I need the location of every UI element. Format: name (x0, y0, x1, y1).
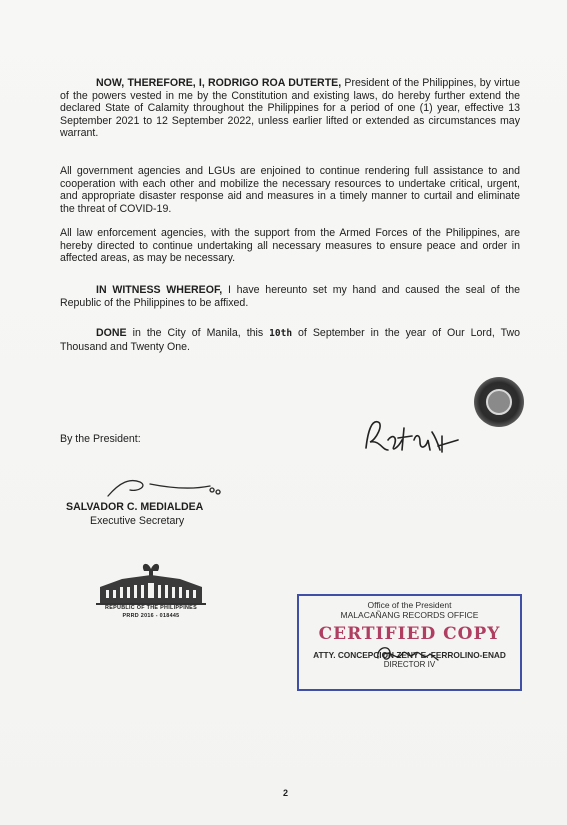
stamp-director: DIRECTOR IV (383, 660, 436, 669)
proclamation-body: President of the Philippines, by virtue of the powers vested in me by the Constitution and existing laws, do hereby further extend the declared State of Calamity throughout the Philippines for a period of one (1) year, effective 13 September 2021 to 12 September 2022, unless earlier lifted or extended as circumstances may warrant. (60, 77, 520, 140)
secretary-name: SALVADOR C. MEDIALDEA (66, 501, 204, 513)
logo-caption-code: PRRD 2016 - 018445 (122, 613, 180, 619)
done-lead: DONE (96, 327, 127, 339)
paragraph-proclamation (60, 77, 520, 140)
stamp-records-office: MALACAÑANG RECORDS OFFICE (340, 610, 479, 620)
stamp-attorney: ATTY. CONCEPCION ZENY E. FERROLINO-ENAD (313, 650, 506, 660)
president-signature (358, 410, 468, 460)
stamp-office: Office of the President (367, 600, 452, 610)
done-date: 10th (269, 328, 293, 339)
paragraph-witness (60, 284, 520, 309)
logo-caption-republic: REPUBLIC OF THE PHILIPPINES (105, 605, 197, 611)
secretary-signature (100, 470, 230, 504)
done-body-1: in the City of Manila, this (126, 327, 270, 339)
witness-body: I have hereunto set my hand and caused the seal of the Republic of the Philippines to be affixed. (60, 284, 521, 309)
page-number: 2 (283, 788, 289, 798)
paragraph-law-enforcement: All law enforcement agencies, with the support from the Armed Forces of the Philippines, are hereby directed to continue undertaking all necessary measures to ensure peace and order in affected areas, as may be necessary. (60, 227, 520, 265)
attorney-signature (372, 640, 442, 668)
done-body-2: of September in the year of Our Lord, Two Thousand and Twenty One. (60, 327, 520, 353)
secretary-title: Executive Secretary (90, 515, 185, 527)
paragraph-done (60, 327, 520, 353)
paragraph-agencies: All government agencies and LGUs are enjoined to continue rendering full assistance to and cooperation with each other and mobilize the necessary resources to undertake critical, urgent, and appropriate disaster response aid and measures in a timely manner to curtail and eliminate the threat of COVID-19. (60, 165, 520, 215)
by-the-president: By the President: (60, 433, 141, 445)
presidential-seal (474, 377, 524, 427)
stamp-certified-copy: CERTIFIED COPY (318, 624, 501, 644)
proclamation-lead: NOW, THEREFORE, I, RODRIGO ROA DUTERTE, (96, 77, 342, 89)
logo-caption (86, 604, 216, 620)
witness-lead: IN WITNESS WHEREOF, (96, 284, 223, 296)
